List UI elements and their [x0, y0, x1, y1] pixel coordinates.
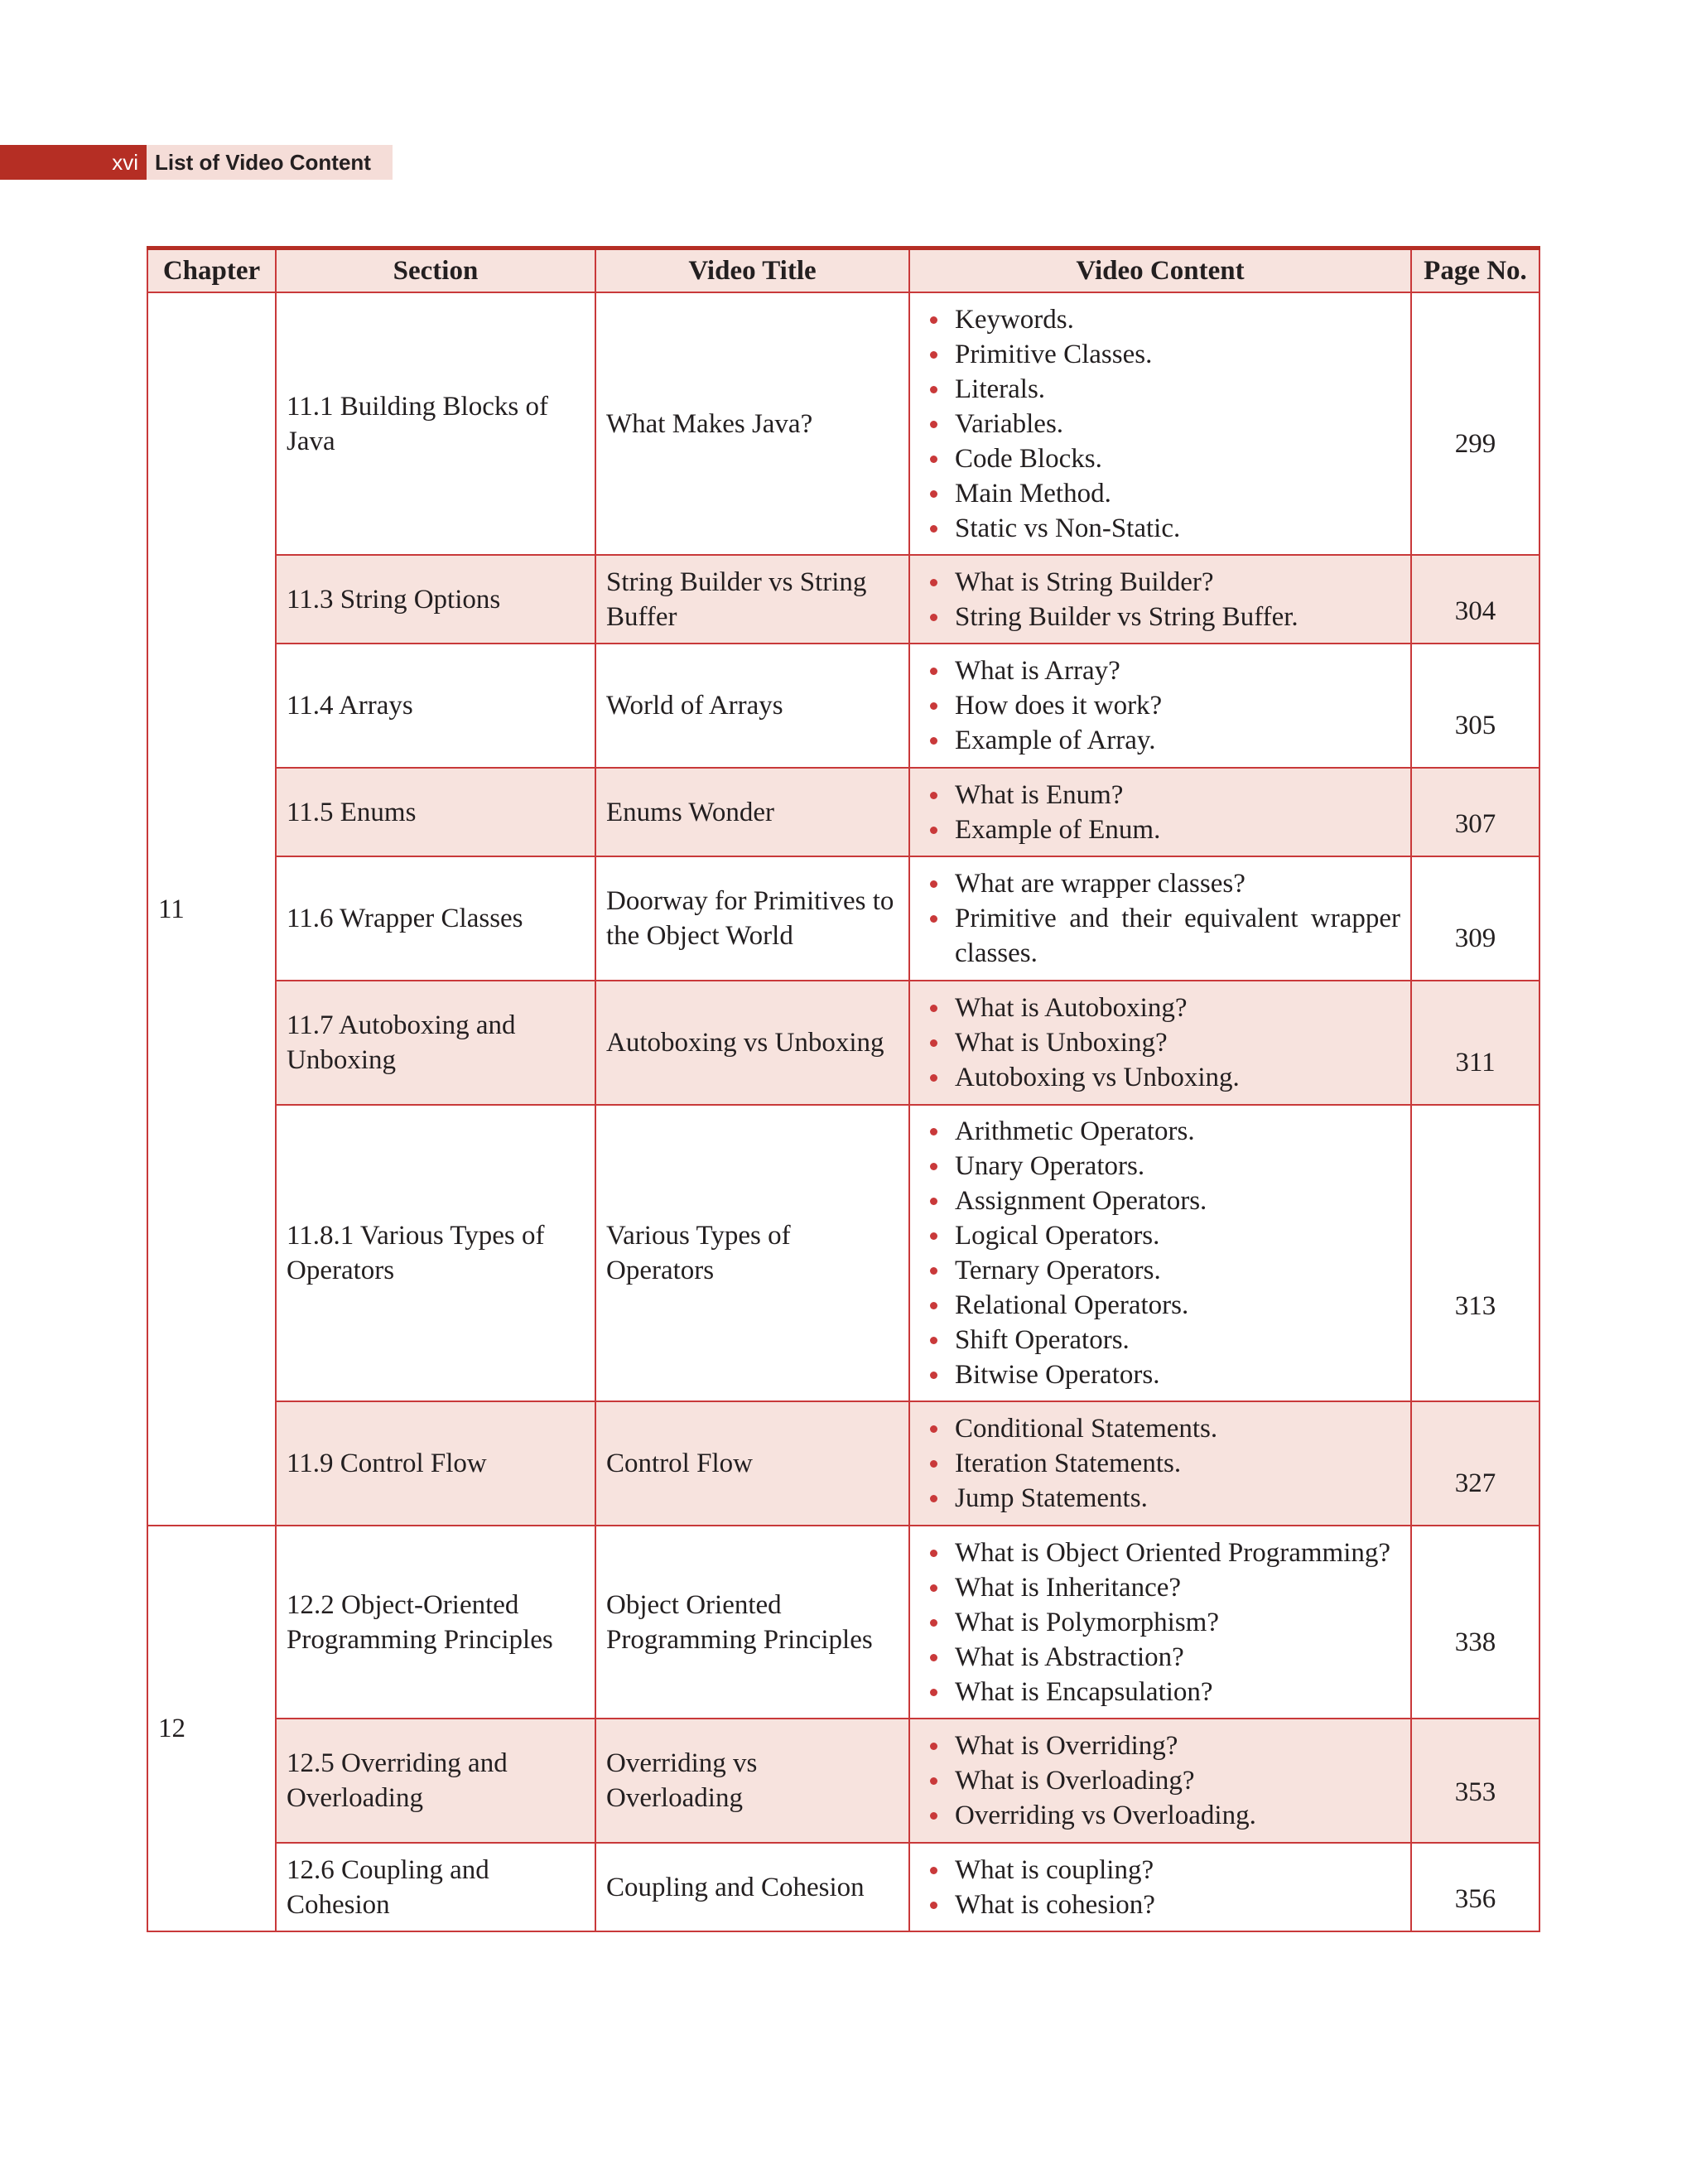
video-content-cell: [909, 555, 1411, 644]
video-content-table: [147, 246, 1540, 1932]
chapter-cell: 12: [147, 1526, 276, 1931]
content-list: [920, 866, 1400, 971]
content-bullet-item: What is String Builder?: [920, 565, 1400, 600]
table-row: [147, 1401, 1539, 1526]
video-title-cell: Enums Wonder: [595, 768, 909, 856]
column-header: Page No.: [1411, 248, 1539, 293]
page-number-cell: [1411, 1719, 1539, 1843]
page-number-cell: [1411, 555, 1539, 644]
table-row: [147, 1105, 1539, 1401]
table-row: [147, 1526, 1539, 1719]
content-bullet-item: Code Blocks.: [920, 441, 1400, 476]
chapter-cell: 11: [147, 292, 276, 1526]
content-bullet-item: What is Array?: [920, 653, 1400, 688]
page-number-value: 338: [1454, 1627, 1496, 1657]
header-title: List of Video Content: [147, 145, 393, 180]
section-cell: 12.2 Object-Oriented Programming Principles: [276, 1526, 595, 1719]
video-content-cell: [909, 292, 1411, 555]
content-bullet-item: Unary Operators.: [920, 1149, 1400, 1184]
content-bullet-item: Primitive and their equivalent wrapper classes.: [920, 901, 1400, 971]
section-cell: 11.7 Autoboxing and Unboxing: [276, 981, 595, 1105]
column-header: Video Title: [595, 248, 909, 293]
content-bullet-item: What is Overriding?: [920, 1728, 1400, 1763]
video-title-cell: Overriding vs Overloading: [595, 1719, 909, 1843]
content-bullet-item: Static vs Non-Static.: [920, 511, 1400, 546]
page-number-value: 309: [1454, 923, 1496, 953]
content-bullet-item: Example of Array.: [920, 723, 1400, 758]
content-bullet-item: Overriding vs Overloading.: [920, 1798, 1400, 1833]
content-bullet-item: Shift Operators.: [920, 1323, 1400, 1357]
video-content-cell: [909, 1526, 1411, 1719]
table-row: [147, 644, 1539, 768]
content-list: [920, 565, 1400, 634]
content-bullet-item: Ternary Operators.: [920, 1253, 1400, 1288]
content-bullet-item: Assignment Operators.: [920, 1184, 1400, 1218]
page-number: xvi: [0, 145, 147, 180]
content-bullet-item: Literals.: [920, 372, 1400, 407]
page-number-value: 305: [1454, 711, 1496, 740]
content-bullet-item: Variables.: [920, 407, 1400, 441]
table-row: [147, 1719, 1539, 1843]
content-bullet-item: Jump Statements.: [920, 1481, 1400, 1516]
content-list: [920, 1114, 1400, 1392]
table-row: [147, 555, 1539, 644]
table-row: [147, 768, 1539, 856]
video-title-cell: What Makes Java?: [595, 292, 909, 555]
page-number-value: 353: [1454, 1777, 1496, 1807]
content-bullet-item: What is Autoboxing?: [920, 991, 1400, 1025]
content-bullet-item: What is coupling?: [920, 1853, 1400, 1887]
content-bullet-item: How does it work?: [920, 688, 1400, 723]
video-title-cell: Object Oriented Programming Principles: [595, 1526, 909, 1719]
table-row: [147, 292, 1539, 555]
content-bullet-item: What is Unboxing?: [920, 1025, 1400, 1060]
page-number-value: 307: [1454, 808, 1496, 839]
video-content-cell: [909, 1719, 1411, 1843]
section-cell: 11.1 Building Blocks of Java: [276, 292, 595, 555]
page-number-value: 327: [1454, 1468, 1496, 1498]
section-cell: 11.5 Enums: [276, 768, 595, 856]
page-number-cell: [1411, 768, 1539, 856]
content-list: [920, 991, 1400, 1095]
content-bullet-item: What is Polymorphism?: [920, 1605, 1400, 1640]
page-number-cell: [1411, 1401, 1539, 1526]
page-number-cell: [1411, 292, 1539, 555]
content-bullet-item: Keywords.: [920, 302, 1400, 337]
video-title-cell: Control Flow: [595, 1401, 909, 1526]
column-header: Section: [276, 248, 595, 293]
video-title-cell: World of Arrays: [595, 644, 909, 768]
content-bullet-item: Logical Operators.: [920, 1218, 1400, 1253]
content-bullet-item: Bitwise Operators.: [920, 1357, 1400, 1392]
content-bullet-item: What is Encapsulation?: [920, 1675, 1400, 1709]
content-bullet-item: Primitive Classes.: [920, 337, 1400, 372]
table-row: [147, 1843, 1539, 1931]
table-row: [147, 981, 1539, 1105]
page-number-value: 311: [1455, 1048, 1496, 1078]
content-list: [920, 1728, 1400, 1833]
content-bullet-item: Iteration Statements.: [920, 1446, 1400, 1481]
video-content-cell: [909, 644, 1411, 768]
page-number-value: 299: [1454, 428, 1496, 459]
section-cell: 11.9 Control Flow: [276, 1401, 595, 1526]
content-bullet-item: Arithmetic Operators.: [920, 1114, 1400, 1149]
video-content-cell: [909, 856, 1411, 981]
content-bullet-item: What is Enum?: [920, 778, 1400, 812]
content-bullet-item: Example of Enum.: [920, 812, 1400, 847]
page-number-value: 356: [1454, 1883, 1496, 1914]
video-content-cell: [909, 768, 1411, 856]
content-bullet-item: Autoboxing vs Unboxing.: [920, 1060, 1400, 1095]
video-content-cell: [909, 981, 1411, 1105]
video-title-cell: Doorway for Primitives to the Object World: [595, 856, 909, 981]
content-list: [920, 778, 1400, 847]
page-header: [0, 145, 393, 180]
video-content-cell: [909, 1843, 1411, 1931]
page-number-cell: [1411, 644, 1539, 768]
section-cell: 11.8.1 Various Types of Operators: [276, 1105, 595, 1401]
section-cell: 12.5 Overriding and Overloading: [276, 1719, 595, 1843]
video-title-cell: String Builder vs String Buffer: [595, 555, 909, 644]
content-bullet-item: What is cohesion?: [920, 1887, 1400, 1922]
content-list: [920, 302, 1400, 546]
content-bullet-item: Main Method.: [920, 476, 1400, 511]
content-bullet-item: What is Overloading?: [920, 1763, 1400, 1798]
section-cell: 11.4 Arrays: [276, 644, 595, 768]
table-header-row: [147, 248, 1539, 293]
content-bullet-item: Relational Operators.: [920, 1288, 1400, 1323]
content-list: [920, 1536, 1400, 1709]
column-header: Video Content: [909, 248, 1411, 293]
column-header: Chapter: [147, 248, 276, 293]
page-number-cell: [1411, 1105, 1539, 1401]
page-number-cell: [1411, 981, 1539, 1105]
page-number-value: 304: [1454, 595, 1496, 626]
video-title-cell: Coupling and Cohesion: [595, 1843, 909, 1931]
video-content-cell: [909, 1401, 1411, 1526]
video-title-cell: Various Types of Operators: [595, 1105, 909, 1401]
content-bullet-item: What is Abstraction?: [920, 1640, 1400, 1675]
page-number-value: 313: [1454, 1291, 1496, 1321]
section-cell: 12.6 Coupling and Cohesion: [276, 1843, 595, 1931]
content-list: [920, 653, 1400, 758]
content-bullet-item: What is Inheritance?: [920, 1570, 1400, 1605]
content-bullet-item: Conditional Statements.: [920, 1411, 1400, 1446]
page-number-cell: [1411, 1843, 1539, 1931]
content-bullet-item: What is Object Oriented Programming?: [920, 1536, 1400, 1570]
content-bullet-item: What are wrapper classes?: [920, 866, 1400, 901]
video-title-cell: Autoboxing vs Unboxing: [595, 981, 909, 1105]
content-list: [920, 1853, 1400, 1922]
section-cell: 11.6 Wrapper Classes: [276, 856, 595, 981]
video-content-cell: [909, 1105, 1411, 1401]
page-number-cell: [1411, 1526, 1539, 1719]
page-number-cell: [1411, 856, 1539, 981]
section-cell: 11.3 String Options: [276, 555, 595, 644]
content-list: [920, 1411, 1400, 1516]
table-row: [147, 856, 1539, 981]
content-bullet-item: String Builder vs String Buffer.: [920, 600, 1400, 634]
